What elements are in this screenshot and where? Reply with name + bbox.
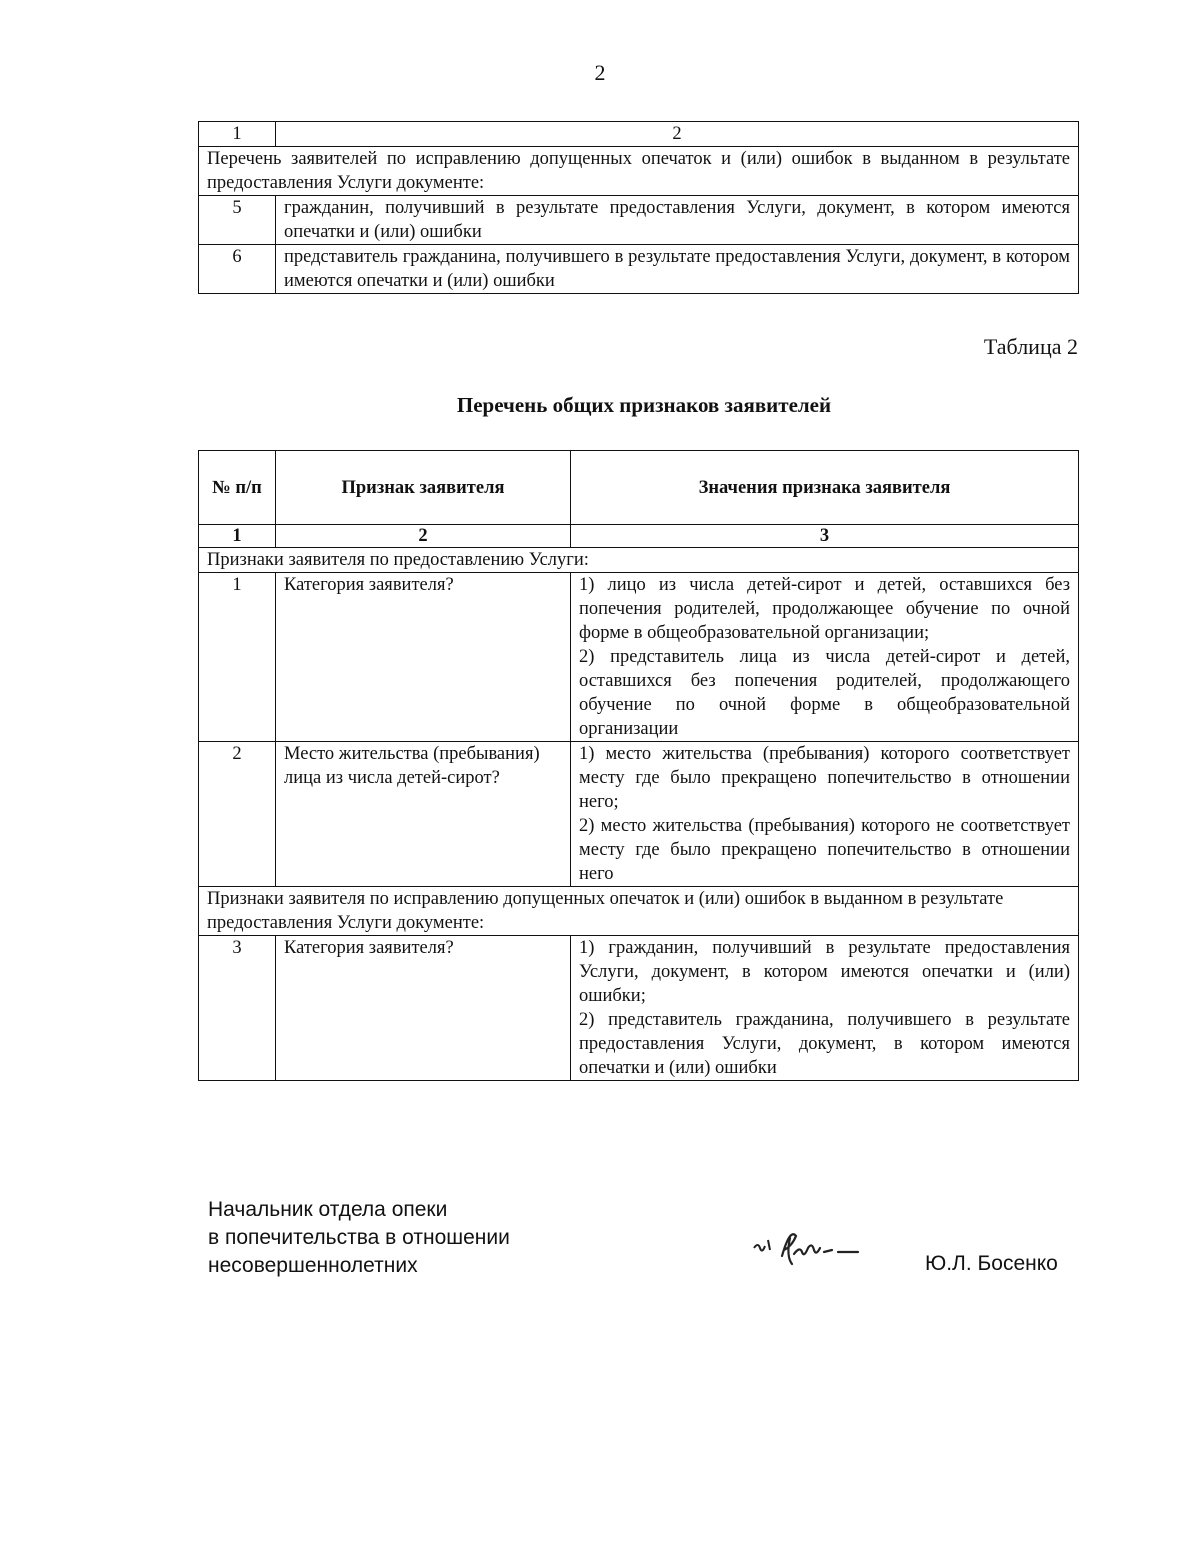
applicant-attributes-table	[198, 450, 1079, 1081]
table-row	[199, 936, 1079, 1081]
table-label: Таблица 2	[983, 334, 1078, 359]
row-text: представитель гражданина, получившего в результате предоставления Услуги, документ, в котором имеются опечатки и (или) ошибки	[276, 245, 1079, 294]
table-section-row	[199, 147, 1079, 196]
header-values: Значения признака заявителя	[571, 451, 1079, 525]
column-number: 3	[571, 525, 1079, 548]
header-attribute: Признак заявителя	[276, 451, 571, 525]
position-line: Начальник отдела опеки	[208, 1198, 448, 1221]
table-row	[199, 245, 1079, 294]
signer-name: Ю.Л. Босенко	[925, 1252, 1058, 1275]
section-title: Признаки заявителя по исправлению допущенных опечаток и (или) ошибок в выданном в результате предоставления Услуги документе:	[199, 887, 1079, 936]
table-row	[199, 742, 1079, 887]
attribute-cell: Место жительства (пребывания) лица из числа детей-сирот?	[276, 742, 571, 887]
table-header-row	[199, 451, 1079, 525]
value-item: 1) место жительства (пребывания) которого соответствует месту где было прекращено попечительство в отношении него;	[579, 744, 1070, 812]
values-cell	[571, 742, 1079, 887]
value-item: 2) место жительства (пребывания) которого не соответствует месту где было прекращено попечительство в отношении него	[579, 816, 1070, 884]
column-number: 1	[199, 122, 276, 147]
table-title: Перечень общих признаков заявителей	[456, 393, 832, 417]
value-item: 1) гражданин, получивший в результате предоставления Услуги, документ, в котором имеются опечатки и (или) ошибки;	[579, 938, 1070, 1006]
column-number: 2	[276, 122, 1079, 147]
section-title: Признаки заявителя по предоставлению Услуги:	[199, 548, 1079, 573]
header-number: № п/п	[199, 451, 276, 525]
section-title: Перечень заявителей по исправлению допущенных опечаток и (или) ошибок в выданном в результате предоставления Услуги документе:	[199, 147, 1079, 196]
values-cell	[571, 936, 1079, 1081]
row-text: гражданин, получивший в результате предоставления Услуги, документ, в котором имеются опечатки и (или) ошибки	[276, 196, 1079, 245]
row-number: 3	[199, 936, 276, 1081]
row-number: 6	[199, 245, 276, 294]
values-cell	[571, 573, 1079, 742]
signatory-position	[208, 1196, 510, 1280]
row-number: 5	[199, 196, 276, 245]
table-row	[199, 122, 1079, 147]
table-section-row	[199, 548, 1079, 573]
value-item: 1) лицо из числа детей-сирот и детей, оставшихся без попечения родителей, продолжающее обучение по очной форме в общеобразовательной организации;	[579, 575, 1070, 643]
attribute-cell: Категория заявителя?	[276, 573, 571, 742]
row-number: 1	[199, 573, 276, 742]
position-line: в попечительства в отношении	[208, 1226, 510, 1249]
handwritten-signature	[750, 1226, 865, 1276]
column-number: 2	[276, 525, 571, 548]
table-row	[199, 196, 1079, 245]
applicants-list-table	[198, 121, 1079, 294]
position-line: несовершеннолетних	[208, 1254, 418, 1277]
table-row	[199, 573, 1079, 742]
column-number: 1	[199, 525, 276, 548]
column-numbers-row	[199, 525, 1079, 548]
attribute-cell: Категория заявителя?	[276, 936, 571, 1081]
row-number: 2	[199, 742, 276, 887]
table-section-row	[199, 887, 1079, 936]
value-item: 2) представитель гражданина, получившего в результате предоставления Услуги, документ, в котором имеются опечатки и (или) ошибки	[579, 1010, 1070, 1078]
value-item: 2) представитель лица из числа детей-сирот и детей, оставшихся без попечения родителей, продолжающего обучение по очной форме в общеобразовательной организации	[579, 647, 1070, 739]
page-number: 2	[594, 60, 606, 85]
